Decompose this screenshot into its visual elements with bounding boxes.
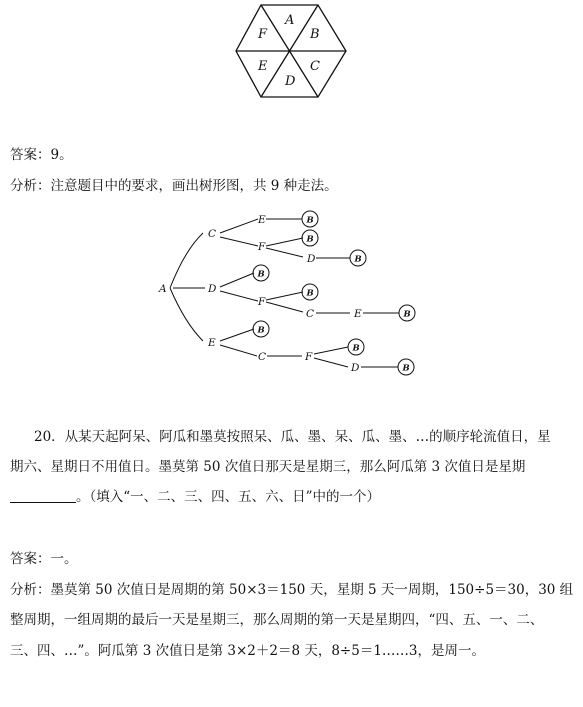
tree-edge: [170, 233, 203, 288]
tree-edge: [314, 358, 348, 367]
tree-end-label: B: [352, 343, 360, 354]
tree-node: D: [208, 283, 217, 295]
question-20-line-1: 20．从某天起阿呆、阿瓜和墨莫按照呆、瓜、墨、呆、瓜、墨、…的顺序轮流值日，星: [34, 429, 551, 445]
answer-1: [10, 145, 73, 165]
hexagon-label-f: F: [258, 27, 268, 42]
analysis-2-line-3: 三、四、…”。阿瓜第 3 次值日是第 3×2＋2＝8 天，8÷5＝1……3，是周一。: [10, 643, 485, 659]
hexagon-figure: [230, 0, 350, 104]
question-20-line-3: [10, 487, 380, 507]
tree-node: D: [351, 362, 360, 374]
tree-edge: [266, 302, 303, 312]
tree-node: C: [306, 308, 315, 320]
tree-end-label: B: [306, 288, 314, 299]
tree-end-label: B: [354, 254, 362, 265]
tree-edge: [266, 238, 303, 246]
tree-edge: [266, 248, 303, 257]
tree-node: E: [354, 308, 362, 320]
answer-value: 9。: [50, 147, 73, 163]
analysis-2-line-1: 分析：墨莫第 50 次值日是周期的第 50×3＝150 天，星期 5 天一周期，150÷5＝30，30 组: [10, 582, 574, 598]
tree-edge: [220, 237, 258, 246]
tree-edge: [220, 273, 254, 287]
tree-node: A: [159, 283, 167, 295]
tree-end-label: B: [306, 234, 314, 245]
tree-edge: [266, 292, 303, 300]
tree-node: F: [258, 296, 266, 308]
tree-edge: [170, 288, 203, 341]
tree-node: F: [258, 241, 266, 253]
answer-value: 一。: [50, 551, 78, 567]
answer-label: 答案：: [10, 551, 51, 567]
tree-end-label: B: [403, 309, 411, 320]
hexagon-label-b: B: [310, 27, 320, 42]
analysis-1: 分析：注意题目中的要求，画出树形图，共 9 种走法。: [10, 178, 338, 194]
tree-edge: [220, 219, 258, 233]
tree-node: C: [208, 228, 217, 240]
answer-label: 答案：: [10, 147, 51, 163]
question-20-line-2: 期六、星期日不用值日。墨莫第 50 次值日那天是星期三，那么阿瓜第 3 次值日是星期: [10, 459, 526, 475]
question-20-instruction: 。（填入“一、二、三、四、五、六、日”中的一个）: [76, 489, 381, 505]
tree-end-label: B: [306, 215, 314, 226]
tree-node: E: [258, 214, 266, 226]
tree-end-label: B: [402, 363, 410, 374]
tree-end-label: B: [257, 325, 265, 336]
tree-edge: [220, 345, 257, 356]
tree-node: D: [307, 253, 316, 265]
hexagon-label-a: A: [285, 13, 295, 28]
tree-diagram: [150, 205, 420, 380]
analysis-2-line-2: 整周期，一组周期的最后一天是星期三，那么周期的第一天是星期四，“四、五、一、二、: [10, 612, 544, 628]
tree-node: C: [258, 351, 267, 363]
tree-edge: [220, 291, 258, 301]
hexagon-label-c: C: [310, 59, 320, 74]
tree-edge: [314, 347, 348, 354]
answer-2: [10, 549, 78, 569]
hexagon-label-e: E: [258, 59, 268, 74]
tree-node: F: [305, 351, 313, 363]
hexagon-label-d: D: [285, 74, 296, 89]
tree-edge: [220, 329, 254, 341]
answer-blank[interactable]: [10, 488, 76, 503]
tree-end-label: B: [257, 269, 265, 280]
tree-node: E: [208, 337, 216, 349]
